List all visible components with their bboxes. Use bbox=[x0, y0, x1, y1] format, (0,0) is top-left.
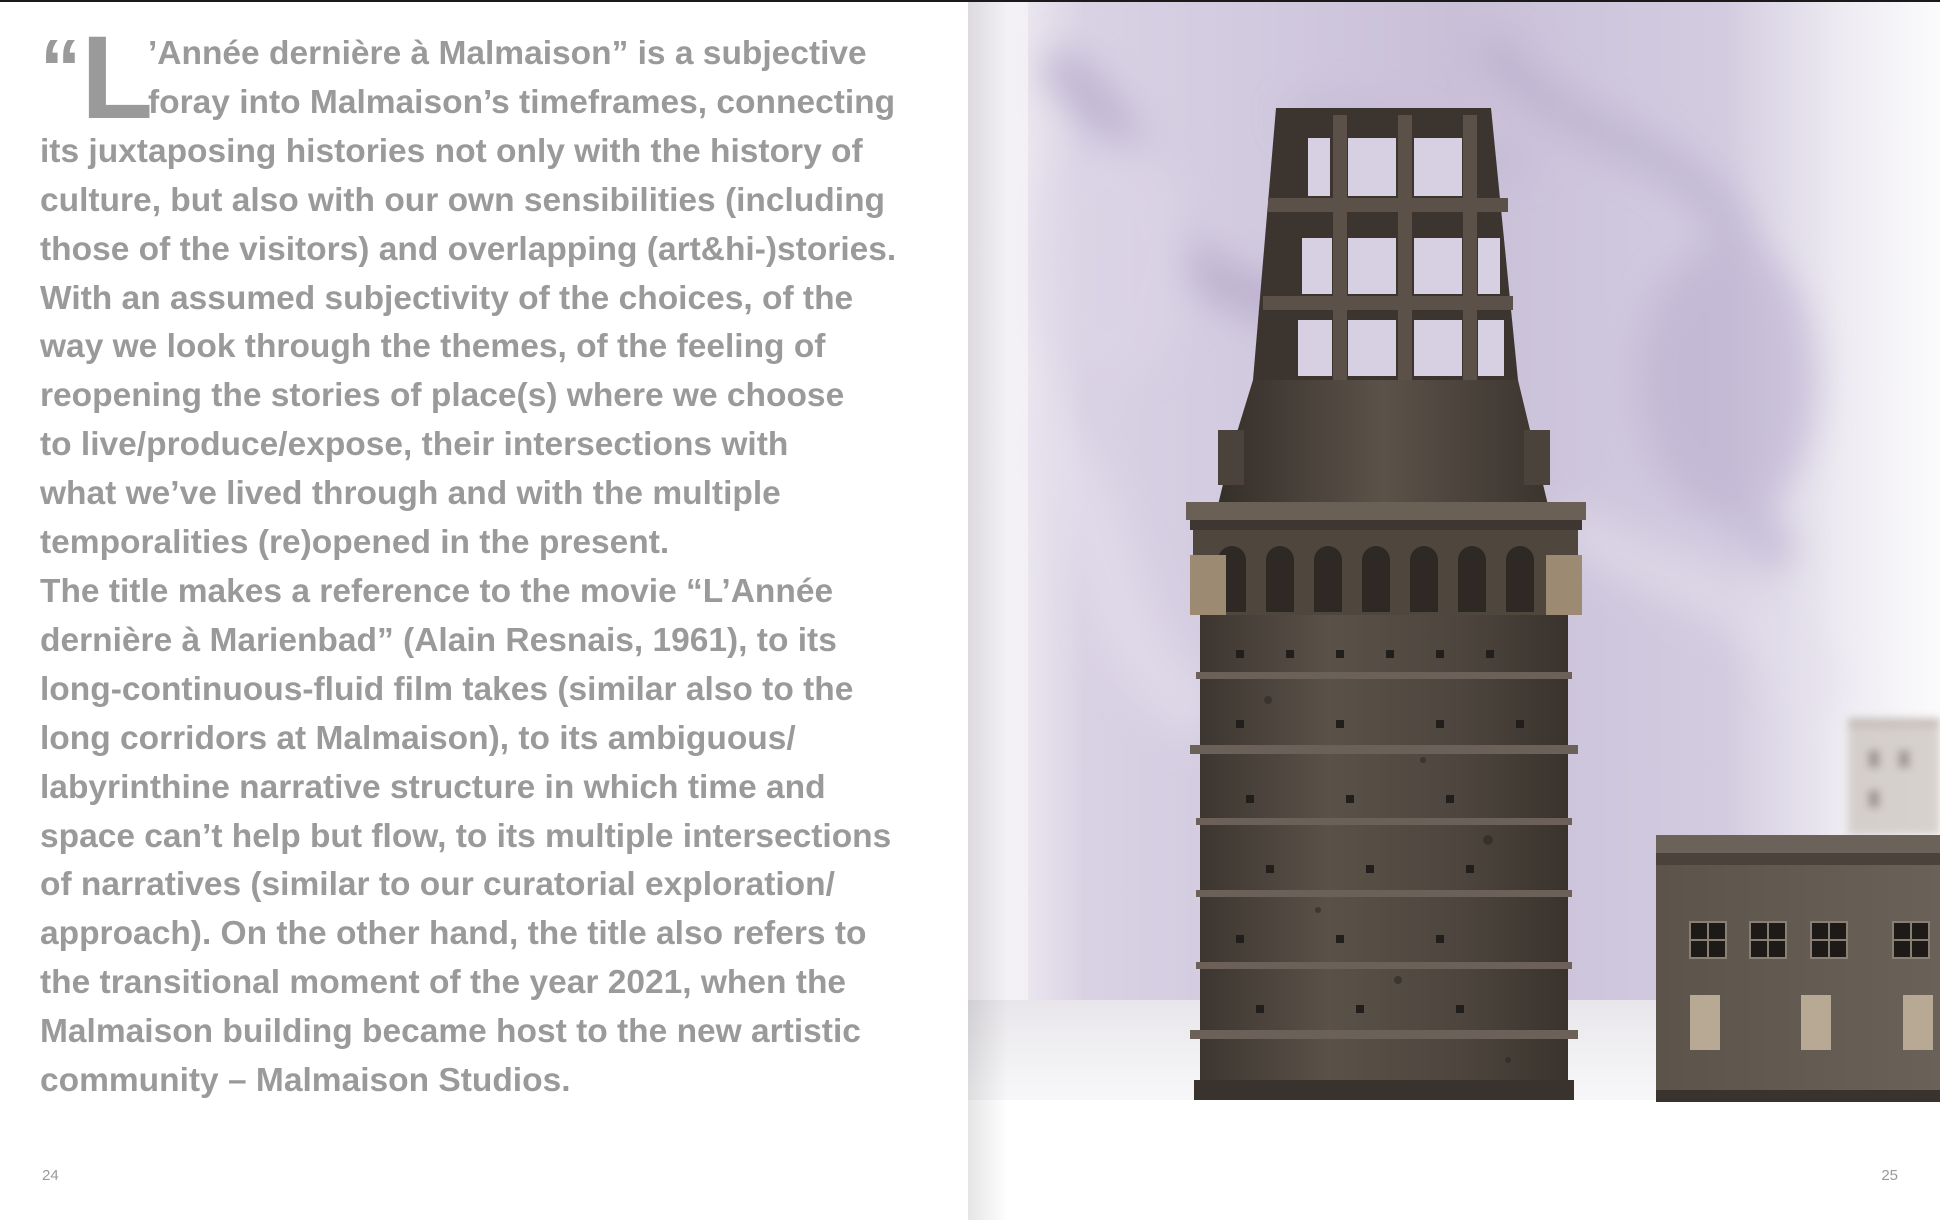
text-line: long corridors at Malmaison), to its ambiguous/ bbox=[40, 719, 796, 757]
drop-cap-quote-mark: “ bbox=[40, 23, 77, 114]
text-line: culture, but also with our own sensibilities (including bbox=[40, 181, 885, 219]
text-line: ’Année dernière à Malmaison” is a subjective bbox=[148, 35, 867, 72]
left-page bbox=[0, 0, 968, 1220]
model-wing bbox=[1656, 835, 1940, 1102]
text-line: to live/produce/expose, their intersections with bbox=[40, 426, 789, 464]
opening-lines bbox=[40, 12, 940, 144]
text-line: those of the visitors) and overlapping (art&hi-)stories. bbox=[40, 230, 897, 268]
text-line: Malmaison building became host to the new artistic bbox=[40, 1013, 861, 1051]
text-line: what we’ve lived through and with the multiple bbox=[40, 475, 781, 513]
text-line: of narratives (similar to our curatorial exploration/ bbox=[40, 866, 835, 904]
text-line: way we look through the themes, of the feeling of bbox=[40, 328, 826, 366]
text-line: temporalities (re)opened in the present. bbox=[40, 524, 670, 562]
text-line: reopening the stories of place(s) where we choose bbox=[40, 377, 845, 415]
text-line: With an assumed subjectivity of the choices, of the bbox=[40, 279, 854, 317]
text-line: foray into Malmaison’s timeframes, connecting bbox=[148, 83, 896, 121]
gutter-shadow bbox=[968, 0, 1008, 1220]
drop-cap-letter: L bbox=[81, 12, 154, 144]
text-line: approach). On the other hand, the title also refers to bbox=[40, 915, 867, 953]
text-line: dernière à Marienbad” (Alain Resnais, 1961), to its bbox=[40, 621, 837, 659]
text-line: the transitional moment of the year 2021, when the bbox=[40, 964, 847, 1002]
body-text bbox=[40, 12, 940, 1106]
page-number-right: 25 bbox=[1881, 1167, 1898, 1184]
text-line: its juxtaposing histories not only with the history of bbox=[40, 132, 863, 170]
text-line: space can’t help but flow, to its multiple intersections bbox=[40, 817, 892, 855]
text-line: The title makes a reference to the movie “L’Année bbox=[40, 572, 834, 610]
tower-model-photo bbox=[968, 0, 1940, 1220]
text-line: long-continuous-fluid film takes (similar also to the bbox=[40, 670, 854, 708]
top-border-line bbox=[0, 0, 1940, 2]
right-page bbox=[968, 0, 1940, 1220]
text-line: community – Malmaison Studios. bbox=[40, 1062, 571, 1100]
drop-cap bbox=[40, 12, 154, 144]
text-line: labyrinthine narrative structure in which time and bbox=[40, 768, 826, 806]
page-number-left: 24 bbox=[42, 1167, 59, 1184]
